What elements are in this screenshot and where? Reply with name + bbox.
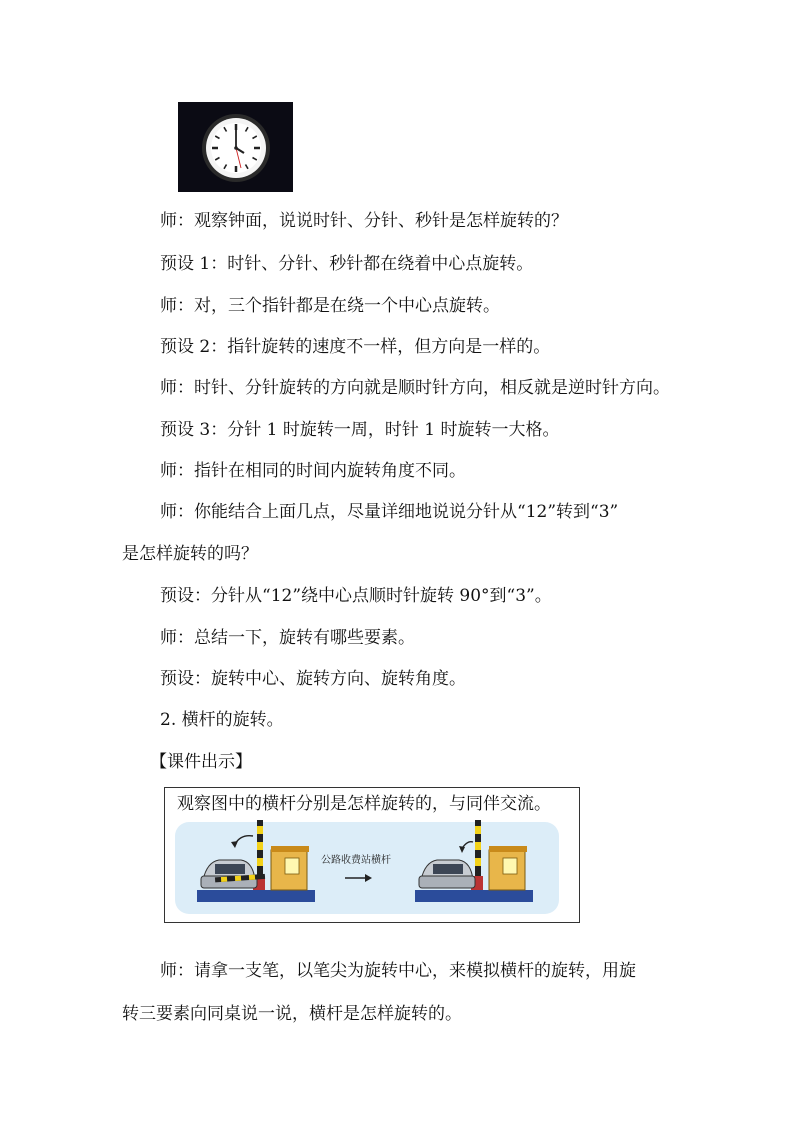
figure-caption: 观察图中的横杆分别是怎样旋转的，与同伴交流。 (177, 794, 551, 814)
closing-paragraph-line-2: 转三要素向同桌说一说，横杆是怎样旋转的。 (122, 1004, 462, 1024)
paragraph-8: 师：你能结合上面几点，尽量详细地说说分针从“12”转到“3” (160, 502, 619, 522)
toll-gate-scene (175, 820, 559, 914)
clock-face-icon (178, 102, 293, 192)
paragraph-6: 预设 3：分针 1 时旋转一周，时针 1 时旋转一大格。 (160, 420, 560, 440)
paragraph-2: 预设 1：时针、分针、秒针都在绕着中心点旋转。 (160, 254, 534, 274)
paragraph-1: 师：观察钟面，说说时针、分针、秒针是怎样旋转的？ (160, 211, 568, 231)
paragraph-9: 预设：分针从“12”绕中心点顺时针旋转 90°到“3”。 (160, 586, 552, 606)
section-heading: 2. 横杆的旋转。 (160, 710, 284, 730)
paragraph-4: 预设 2：指针旋转的速度不一样，但方向是一样的。 (160, 337, 551, 357)
paragraph-11: 预设：旋转中心、旋转方向、旋转角度。 (160, 669, 466, 689)
courseware-figure (164, 787, 580, 923)
courseware-label: 【课件出示】 (150, 752, 252, 772)
toll-gate-illustration (175, 820, 559, 914)
paragraph-8-continued: 是怎样旋转的吗？ (122, 544, 258, 564)
closing-paragraph-line-1: 师：请拿一支笔，以笔尖为旋转中心，来模拟横杆的旋转，用旋 (160, 961, 636, 981)
paragraph-7: 师：指针在相同的时间内旋转角度不同。 (160, 461, 466, 481)
paragraph-10: 师：总结一下，旋转有哪些要素。 (160, 628, 415, 648)
toll-gate-label: 公路收费站横杆 (321, 855, 391, 866)
clock-image (178, 102, 293, 192)
paragraph-3: 师：对，三个指针都是在绕一个中心点旋转。 (160, 296, 500, 316)
paragraph-5: 师：时针、分针旋转的方向就是顺时针方向，相反就是逆时针方向。 (160, 378, 670, 398)
